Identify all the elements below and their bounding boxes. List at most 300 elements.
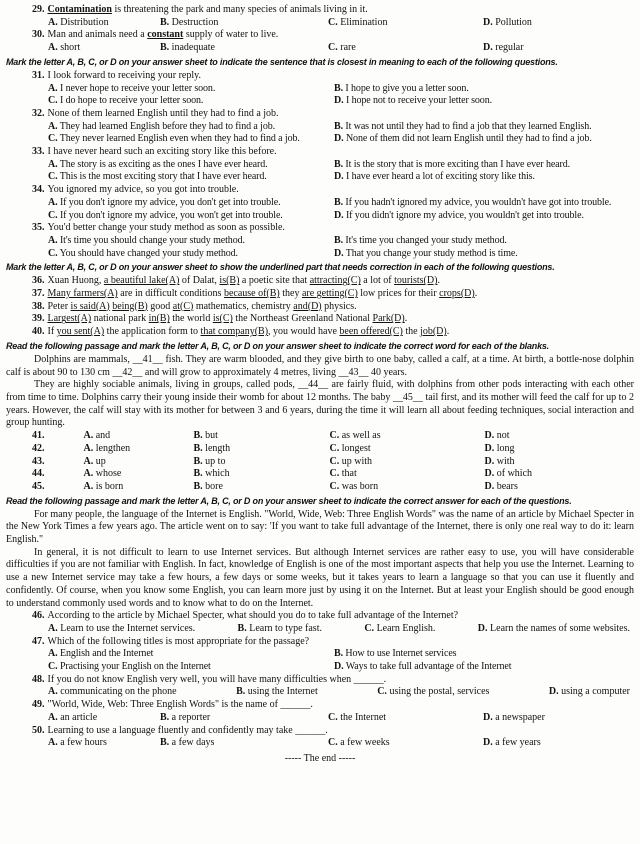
option xyxy=(364,623,435,636)
option xyxy=(549,686,630,699)
option-text: longest xyxy=(341,442,371,454)
option-text: That you change your study method is time. xyxy=(345,247,518,259)
stem-text: are in difficult conditions xyxy=(117,288,224,300)
option-text: Learn the names of some websites. xyxy=(490,622,630,634)
stem-text: If you do not know English very well, you will have many difficulties when ______. xyxy=(47,673,387,685)
question-stem xyxy=(6,288,634,301)
option-text: bore xyxy=(205,480,223,492)
option-letter: B. xyxy=(193,430,203,442)
question-number: 48. xyxy=(32,673,45,685)
option-letter: D. xyxy=(334,133,344,145)
underlined-part: crops(D) xyxy=(439,288,475,300)
question-number: 30. xyxy=(32,29,45,41)
option xyxy=(485,443,635,456)
options-row xyxy=(84,456,635,469)
question xyxy=(6,481,634,494)
option-text: You should have changed your study method. xyxy=(59,247,238,259)
options-row xyxy=(6,712,634,725)
question-number: 44. xyxy=(32,468,45,480)
option-text: Distribution xyxy=(60,16,109,28)
question xyxy=(6,184,634,222)
option-letter: C. xyxy=(329,442,340,454)
option-letter: D. xyxy=(484,480,495,492)
option-letter: B. xyxy=(334,648,343,660)
option-text: It was not until they had to find a job that they learned English. xyxy=(345,120,592,132)
option xyxy=(84,468,194,481)
question xyxy=(6,146,634,184)
stem-text: Peter xyxy=(47,300,71,312)
section-instruction: Mark the letter A, B, C, or D on your answer sheet to indicate the sentence that is closest in meaning to each of the following questions. xyxy=(6,56,558,67)
underlined-part: Largest(A) xyxy=(47,313,92,325)
stem-text: . xyxy=(437,275,440,287)
option xyxy=(48,648,334,661)
passage-paragraph: For many people, the language of the Internet is English. "World, Wide, Web: Three English Words" was the name of an article by Michael Specter in the New York Times a few years ago. The article went on to say: 'If you want to take full advantage of the Internet, there is only one real way to do it: learn English." xyxy=(6,508,634,546)
question-stem xyxy=(6,725,634,738)
question-number: 47. xyxy=(32,635,45,647)
option-text: Ways to take full advantage of the Internet xyxy=(345,661,512,673)
stem-text: good xyxy=(147,300,173,312)
stem-text: . xyxy=(404,313,408,325)
question xyxy=(6,443,634,456)
question-stem xyxy=(6,4,634,17)
option-text: up xyxy=(95,455,106,467)
option-text: English and the Internet xyxy=(59,648,154,660)
option xyxy=(485,481,635,494)
option-text: and xyxy=(95,430,111,442)
question-stem xyxy=(6,275,634,288)
option xyxy=(485,456,635,469)
question-stem xyxy=(6,222,634,235)
question xyxy=(6,288,634,301)
option-letter: B. xyxy=(334,82,343,94)
option-letter: D. xyxy=(484,430,495,442)
option-letter: B. xyxy=(334,158,343,170)
stem-text: low prices for their xyxy=(357,288,440,300)
option-letter: C. xyxy=(328,42,338,54)
option xyxy=(330,443,485,456)
question-stem xyxy=(6,326,634,339)
option-text: It is the story that is more exciting than I have ever heard. xyxy=(345,158,571,170)
underlined-part: Many farmers(A) xyxy=(47,288,118,300)
option xyxy=(485,468,635,481)
underlined-part: because of(B) xyxy=(223,288,280,300)
option-text: The story is as exciting as the ones I have ever heard. xyxy=(59,158,268,170)
options-row xyxy=(84,430,635,443)
option xyxy=(84,481,194,494)
question-number: 31. xyxy=(32,69,45,81)
stem-text: , you would have xyxy=(268,326,340,338)
option xyxy=(160,737,328,750)
option xyxy=(334,235,634,248)
option-text: that xyxy=(341,468,357,480)
question-stem xyxy=(6,184,634,197)
option xyxy=(483,712,634,725)
stem-text: I look forward to receiving your reply. xyxy=(47,69,201,81)
option xyxy=(48,248,334,261)
option-text: It's time you should change your study method. xyxy=(59,234,245,246)
option xyxy=(48,83,334,96)
section-instruction: Read the following passage and mark the letter A, B, C, or D on your answer sheet to indicate the correct answer for each of the questions. xyxy=(6,495,572,506)
option-text: a few years xyxy=(495,737,541,749)
stem-text: the Northeast Greenland National xyxy=(232,313,373,325)
option xyxy=(377,686,489,699)
option xyxy=(194,481,330,494)
option xyxy=(48,95,334,108)
option xyxy=(334,159,634,172)
option-text: None of them did not learn English until they had to find a job. xyxy=(345,133,592,145)
option-letter: A. xyxy=(48,686,58,698)
option xyxy=(194,456,330,469)
underlined-part: Park(D) xyxy=(372,313,405,325)
option-text: Pollution xyxy=(495,16,532,28)
option-letter: A. xyxy=(48,82,58,94)
question xyxy=(6,108,634,146)
underlined-part: and(D) xyxy=(293,300,322,312)
option xyxy=(328,17,483,30)
option-text: long xyxy=(496,442,515,454)
stem-text: None of them learned English until they had to find a job. xyxy=(47,107,279,119)
question xyxy=(6,29,634,54)
option-letter: C. xyxy=(48,661,58,673)
option-text: length xyxy=(205,442,231,454)
question-number: 49. xyxy=(32,699,45,711)
option xyxy=(334,171,634,184)
option-text: communicating on the phone xyxy=(60,686,177,698)
option-text: which xyxy=(205,468,230,480)
question xyxy=(6,725,634,750)
question-stem xyxy=(6,674,634,687)
question-stem xyxy=(6,699,634,712)
underlined-part: in(B) xyxy=(148,313,170,325)
question-number: 34. xyxy=(32,184,45,196)
option-letter: B. xyxy=(334,120,343,132)
option xyxy=(48,197,334,210)
option xyxy=(48,17,160,30)
stem-text: physics. xyxy=(321,300,357,312)
option xyxy=(334,197,634,210)
option-text: a few weeks xyxy=(340,737,390,749)
option-text: I hope to give you a letter soon. xyxy=(345,82,469,94)
option-letter: B. xyxy=(334,234,343,246)
option-letter: C. xyxy=(48,95,58,107)
reading-passage xyxy=(6,509,634,611)
underlined-part: attracting(C) xyxy=(309,275,361,287)
question-stem xyxy=(6,313,634,326)
option-letter: C. xyxy=(329,468,340,480)
option xyxy=(334,95,634,108)
question-number: 33. xyxy=(32,146,45,158)
option xyxy=(334,248,634,261)
option-letter: D. xyxy=(484,455,495,467)
question-stem xyxy=(6,29,634,42)
option-letter: A. xyxy=(83,455,94,467)
underlined-part: tourists(D) xyxy=(394,275,438,287)
option-letter: C. xyxy=(48,247,58,259)
options-row xyxy=(6,83,634,108)
option xyxy=(328,42,483,55)
options-row xyxy=(6,121,634,146)
section-instruction: Mark the letter A, B, C, or D on your answer sheet to show the underlined part that needs correction in each of the following questions. xyxy=(6,262,555,273)
option xyxy=(330,456,485,469)
underlined-part: at(C) xyxy=(172,300,194,312)
option-letter: A. xyxy=(83,430,94,442)
option-letter: D. xyxy=(334,661,344,673)
question-stem xyxy=(6,301,634,314)
option xyxy=(478,623,630,636)
option-text: How to use Internet services xyxy=(345,648,457,660)
option-letter: C. xyxy=(364,622,375,634)
question xyxy=(6,222,634,260)
option-letter: D. xyxy=(483,16,493,28)
option xyxy=(160,17,328,30)
option-letter: C. xyxy=(48,171,58,183)
option-text: using the Internet xyxy=(247,686,318,698)
option-letter: D. xyxy=(334,247,344,259)
option-letter: C. xyxy=(329,455,340,467)
options-row xyxy=(6,686,634,699)
option xyxy=(194,468,330,481)
option-letter: B. xyxy=(193,468,203,480)
option-text: Destruction xyxy=(171,16,219,28)
option-letter: D. xyxy=(548,686,559,698)
option-text: of which xyxy=(496,468,533,480)
option-letter: B. xyxy=(237,622,247,634)
option-text: lengthen xyxy=(95,442,131,454)
underlined-part: a beautiful lake(A) xyxy=(103,275,180,287)
option-letter: D. xyxy=(484,468,495,480)
options-row xyxy=(6,159,634,184)
section-instruction: Read the following passage and mark the letter A, B, C, or D on your answer sheet to indicate the correct word for each of the blanks. xyxy=(6,340,549,351)
option-letter: D. xyxy=(483,737,493,749)
option xyxy=(48,623,195,636)
underlined-part: is(B) xyxy=(219,275,240,287)
option-text: up to xyxy=(205,455,226,467)
option-text: Learn to use the Internet services. xyxy=(60,622,196,634)
question-number: 40. xyxy=(32,326,45,338)
option xyxy=(48,159,334,172)
option-text: If you hadn't ignored my advice, you wouldn't have got into trouble. xyxy=(345,196,612,208)
question-number: 43. xyxy=(32,455,45,467)
stem-text: You'd better change your study method as soon as possible. xyxy=(47,222,285,234)
stem-text: Man and animals need a xyxy=(47,29,148,41)
option-letter: D. xyxy=(334,209,344,221)
option xyxy=(48,210,334,223)
option-letter: C. xyxy=(328,737,338,749)
underlined-part: that company(B) xyxy=(200,326,269,338)
stem-text: the application form to xyxy=(104,326,201,338)
option-letter: A. xyxy=(83,480,94,492)
option xyxy=(328,737,483,750)
option xyxy=(334,133,634,146)
end-of-test: ----- The end ----- xyxy=(284,752,356,764)
option-letter: A. xyxy=(48,711,58,723)
option-letter: A. xyxy=(48,622,58,634)
option-text: If you don't ignore my advice, you won't get into trouble. xyxy=(59,209,283,221)
underlined-part: being(B) xyxy=(112,300,148,312)
option-text: Learn to type fast. xyxy=(249,622,322,634)
option-letter: B. xyxy=(160,737,170,749)
option-letter: B. xyxy=(334,196,343,208)
option-text: Elimination xyxy=(340,16,388,28)
option xyxy=(330,468,485,481)
question xyxy=(6,301,634,314)
question xyxy=(6,456,634,469)
question xyxy=(6,313,634,326)
question-number: 39. xyxy=(32,313,45,325)
option xyxy=(328,712,483,725)
options-row xyxy=(6,42,634,55)
option-text: rare xyxy=(340,42,356,54)
option xyxy=(84,456,194,469)
option-letter: B. xyxy=(193,480,203,492)
option xyxy=(334,661,634,674)
options-row xyxy=(84,443,635,456)
options-row xyxy=(84,481,635,494)
option-letter: A. xyxy=(48,16,58,28)
stem-text: the xyxy=(402,326,421,338)
option-text: whose xyxy=(95,468,122,480)
option xyxy=(48,686,177,699)
question-number: 41. xyxy=(32,430,45,442)
underlined-part: Contamination xyxy=(47,4,112,15)
options-row xyxy=(84,468,635,481)
option xyxy=(48,133,334,146)
option-letter: D. xyxy=(484,442,495,454)
option-text: the Internet xyxy=(340,711,387,723)
option xyxy=(334,210,634,223)
option-text: using the postal, services xyxy=(389,686,490,698)
option-text: a few hours xyxy=(60,737,107,749)
option-text: not xyxy=(496,430,510,442)
stem-text: Which of the following titles is most appropriate for the passage? xyxy=(47,635,310,647)
option xyxy=(483,17,634,30)
option-letter: C. xyxy=(329,480,340,492)
underlined-part: is said(A) xyxy=(70,300,110,312)
option-text: a reporter xyxy=(171,711,211,723)
option-letter: A. xyxy=(48,158,58,170)
option-letter: A. xyxy=(83,468,94,480)
option xyxy=(334,648,634,661)
option xyxy=(48,712,160,725)
stem-text: a lot of xyxy=(360,275,395,287)
question xyxy=(6,70,634,108)
option-text: is born xyxy=(95,480,124,492)
question-stem xyxy=(6,636,634,649)
option-letter: B. xyxy=(193,442,203,454)
passage-paragraph: Dolphins are mammals, __41__ fish. They are warm blooded, and they give birth to one baby, called a calf, at a time. At birth, a bottle-nose dolphin calf is about 90 to 130 cm __42__ and will grow to approximately 4 metres, living __43__ 40 years. xyxy=(6,353,634,378)
option-letter: A. xyxy=(48,42,58,54)
option xyxy=(160,712,328,725)
option xyxy=(238,623,322,636)
option xyxy=(194,430,330,443)
option xyxy=(84,430,194,443)
option xyxy=(236,686,318,699)
options-row xyxy=(6,737,634,750)
option-text: If you didn't ignore my advice, you wouldn't get into trouble. xyxy=(345,209,584,221)
option-letter: A. xyxy=(48,196,58,208)
option xyxy=(330,430,485,443)
option-letter: C. xyxy=(48,209,58,221)
question-number: 50. xyxy=(32,724,45,736)
option xyxy=(160,42,328,55)
options-row xyxy=(6,623,634,636)
question xyxy=(6,636,634,674)
question-stem xyxy=(6,146,634,159)
option-text: Learn English. xyxy=(376,622,436,634)
option-text: I do hope to receive your letter soon. xyxy=(59,95,204,107)
option-text: as well as xyxy=(341,430,381,442)
underlined-part: are getting(C) xyxy=(301,288,358,300)
option-text: I hope not to receive your letter soon. xyxy=(345,95,492,107)
underlined-part: is(C) xyxy=(212,313,233,325)
option-text: a newspaper xyxy=(495,711,545,723)
option-text: If you don't ignore my advice, you don't get into trouble. xyxy=(59,196,281,208)
option-letter: B. xyxy=(193,455,203,467)
stem-text: supply of water to live. xyxy=(183,29,279,41)
question-stem xyxy=(6,610,634,623)
option-text: They had learned English before they had to find a job. xyxy=(59,120,276,132)
option-text: a few days xyxy=(171,737,215,749)
question xyxy=(6,430,634,443)
option xyxy=(48,171,334,184)
option-letter: A. xyxy=(48,737,58,749)
option-letter: A. xyxy=(48,234,58,246)
option-letter: D. xyxy=(334,171,344,183)
option-text: was born xyxy=(341,480,379,492)
option-text: regular xyxy=(495,42,524,54)
option xyxy=(334,83,634,96)
underlined-part: you sent(A) xyxy=(56,326,105,338)
underlined-part: constant xyxy=(147,29,184,41)
options-row xyxy=(6,197,634,222)
option-letter: D. xyxy=(334,95,344,107)
options-row xyxy=(6,648,634,673)
question-number: 32. xyxy=(32,107,45,119)
option xyxy=(485,430,635,443)
passage-paragraph: In general, it is not difficult to learn to use Internet services. But although Internet services are rather easy to use, you will have considerable difficulties if you are not familiar with English. In fact, knowledge of English is one of the most important aspects that help you use the Internet. Learning to use a new Internet service may take a few hours, a few days or some weeks, but it takes years to learn a language so that you can use it fluently and confidently. Of course, when you know some English, you can learn more just by using it on the Internet. But at least your English should be good enough to understand commonly used words and to know what to do on the Internet. xyxy=(6,546,634,609)
stem-text: mathematics, chemistry xyxy=(193,300,294,312)
question-number: 45. xyxy=(32,480,45,492)
question xyxy=(6,4,634,29)
option-text: I have ever heard a lot of exciting story like this. xyxy=(345,171,535,183)
option-text: up with xyxy=(341,455,373,467)
option-letter: D. xyxy=(483,42,493,54)
option-letter: A. xyxy=(48,648,58,660)
question xyxy=(6,275,634,288)
option-letter: D. xyxy=(477,622,488,634)
option-text: with xyxy=(496,455,515,467)
option-text: They never learned English even when they had to find a job. xyxy=(59,133,300,145)
passage-paragraph: They are highly sociable animals, living in groups, called pods, __44__ are fairly fluid, with dolphins from other pods interacting with each other from time to time. Dolphins carry their young inside their womb for about 12 months. The baby __45__ tail first, and its mother will feed the calf for up to 2 years. However, the calf will stay with its mother for between 3 and 6 years, during the time it will learn all about feeding techniques, social interaction and group hunting. xyxy=(6,379,634,429)
question xyxy=(6,610,634,635)
option xyxy=(48,121,334,134)
stem-text: Xuan Huong, xyxy=(47,275,104,287)
stem-text: they xyxy=(279,288,302,300)
options-row xyxy=(6,235,634,260)
option-text: short xyxy=(60,42,81,54)
stem-text: is threatening the park and many species of animals living in it. xyxy=(111,4,368,15)
option-text: using a computer xyxy=(561,686,630,698)
option xyxy=(48,235,334,248)
option xyxy=(483,42,634,55)
option-letter: B. xyxy=(160,711,170,723)
question xyxy=(6,699,634,724)
reading-passage xyxy=(6,354,634,430)
stem-text: I have never heard such an exciting story like this before. xyxy=(47,146,277,158)
question xyxy=(6,674,634,699)
stem-text: national park xyxy=(91,313,149,325)
question-number: 36. xyxy=(32,275,45,287)
